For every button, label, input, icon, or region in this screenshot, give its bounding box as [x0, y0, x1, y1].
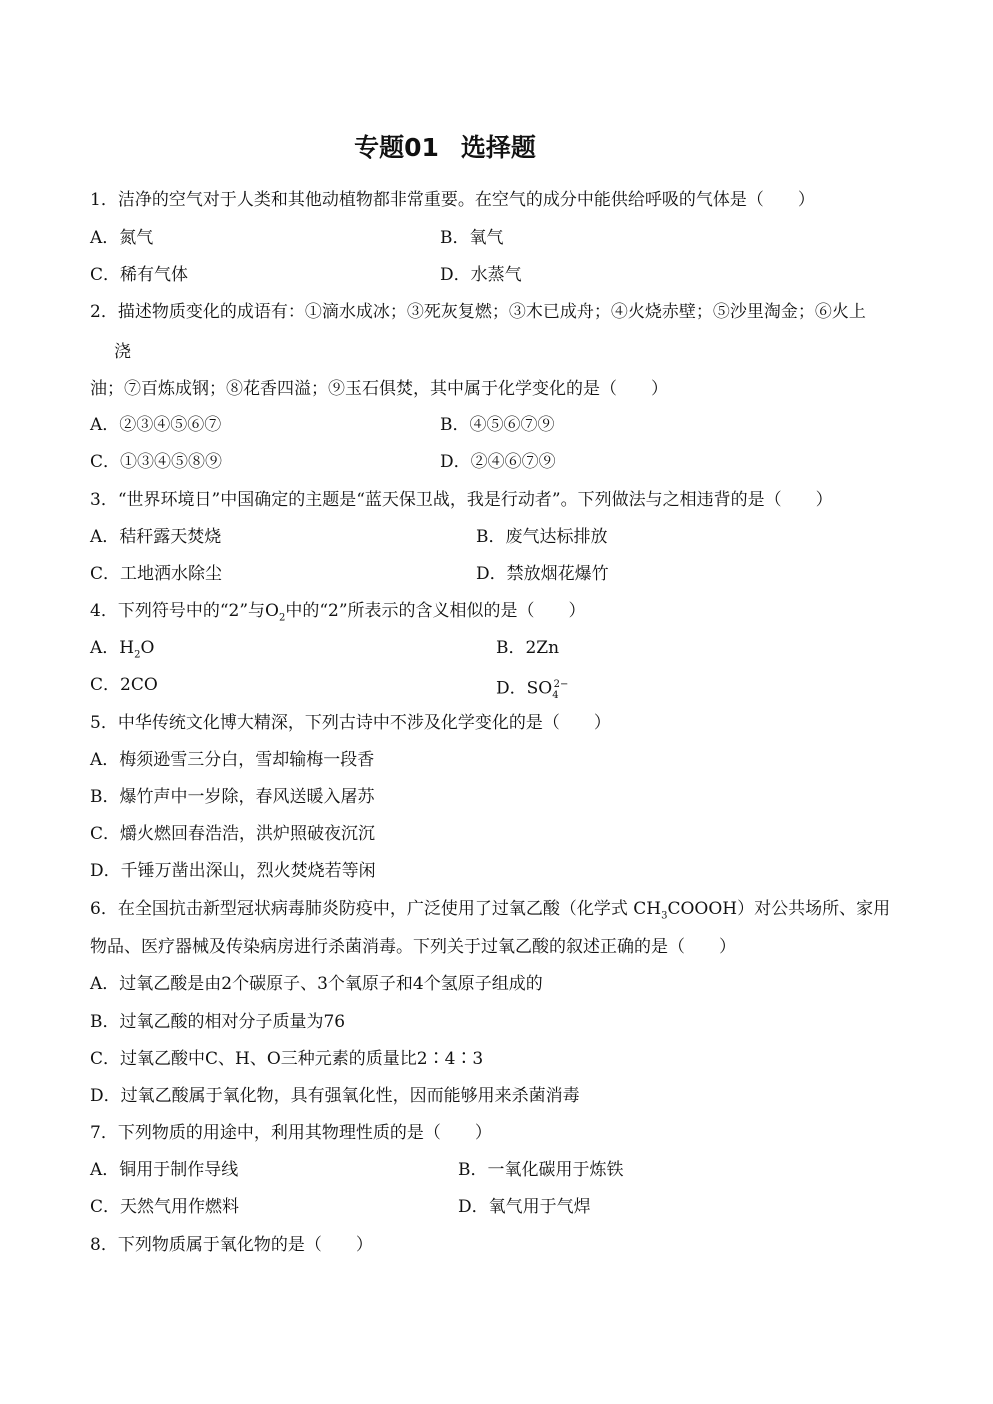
- question-3-stem: 3．“世界环境日”中国确定的主题是“蓝天保卫战，我是行动者”。下列做法与之相违背的是（ ）: [90, 490, 833, 510]
- question-2-option-c: C．①③④⑤⑧⑨: [90, 452, 223, 472]
- question-6-stem-line-2: 物品、医疗器械及传染病房进行杀菌消毒。下列关于过氧乙酸的叙述正确的是（ ）: [90, 937, 736, 957]
- question-7-option-d: D．氧气用于气焊: [458, 1197, 591, 1217]
- question-8-stem: 8．下列物质属于氧化物的是（ ）: [90, 1235, 373, 1255]
- title-part-1: 专题01: [354, 133, 439, 162]
- question-2-option-d: D．②④⑥⑦⑨: [440, 452, 556, 472]
- question-2-stem-line-1: 2．描述物质变化的成语有：①滴水成冰；③死灰复燃；③木已成舟；④火烧赤壁；⑤沙里淘金；⑥火上: [90, 302, 866, 322]
- question-5-option-a: A．梅须逊雪三分白，雪却输梅一段香: [90, 750, 375, 770]
- question-7-stem: 7．下列物质的用途中，利用其物理性质的是（ ）: [90, 1123, 492, 1143]
- question-6-option-a: A．过氧乙酸是由2个碳原子、3个氧原子和4个氢原子组成的: [90, 974, 543, 994]
- question-5-stem: 5．中华传统文化博大精深，下列古诗中不涉及化学变化的是（ ）: [90, 713, 611, 733]
- question-6-option-c: C．过氧乙酸中C、H、O三种元素的质量比2∶4∶3: [90, 1049, 484, 1069]
- question-2-stem-line-2: 浇: [114, 342, 131, 362]
- title-part-2: 选择题: [460, 133, 536, 162]
- question-4-option-d: D．$SO_4^{2-}$: [496, 678, 569, 702]
- question-4-option-b: B．2Zn: [496, 638, 560, 658]
- question-6-option-d: D．过氧乙酸属于氧化物，具有强氧化性，因而能够用来杀菌消毒: [90, 1086, 580, 1106]
- question-1-option-c: C．稀有气体: [90, 265, 189, 285]
- question-1-option-a: A．氮气: [90, 228, 154, 248]
- question-4-stem: 4．下列符号中的“2”与$O_2$中的“2”所表示的含义相似的是（ ）: [90, 601, 586, 624]
- question-1-option-d: D．水蒸气: [440, 265, 522, 285]
- question-5-option-d: D．千锤万凿出深山，烈火焚烧若等闲: [90, 861, 376, 881]
- question-1-stem: 1．洁净的空气对于人类和其他动植物都非常重要。在空气的成分中能供给呼吸的气体是（ ）: [90, 190, 815, 210]
- question-3-option-b: B．废气达标排放: [476, 527, 608, 547]
- question-3-option-a: A．秸秆露天焚烧: [90, 527, 222, 547]
- question-1-option-b: B．氧气: [440, 228, 504, 248]
- question-2-stem-line-3: 油；⑦百炼成钢；⑧花香四溢；⑨玉石俱焚，其中属于化学变化的是（ ）: [90, 379, 668, 399]
- page-title: [0, 128, 890, 164]
- question-2-option-a: A．②③④⑤⑥⑦: [90, 415, 222, 435]
- question-2-option-b: B．④⑤⑥⑦⑨: [440, 415, 555, 435]
- question-4-option-c: C．2CO: [90, 675, 158, 695]
- question-3-option-d: D．禁放烟花爆竹: [476, 564, 609, 584]
- question-6-option-b: B．过氧乙酸的相对分子质量为76: [90, 1012, 346, 1032]
- question-3-option-c: C．工地洒水除尘: [90, 564, 223, 584]
- question-6-stem-line-1: 6．在全国抗击新型冠状病毒肺炎防疫中，广泛使用了过氧乙酸（化学式 $CH_3COOOH$）对公共场所、家用: [90, 899, 891, 922]
- question-5-option-c: C．爝火燃回春浩浩，洪炉照破夜沉沉: [90, 824, 376, 844]
- question-7-option-c: C．天然气用作燃料: [90, 1197, 240, 1217]
- question-7-option-a: A．铜用于制作导线: [90, 1160, 239, 1180]
- question-5-option-b: B．爆竹声中一岁除，春风送暖入屠苏: [90, 787, 375, 807]
- question-4-option-a: A．$H_2O$: [90, 638, 155, 661]
- question-7-option-b: B．一氧化碳用于炼铁: [458, 1160, 624, 1180]
